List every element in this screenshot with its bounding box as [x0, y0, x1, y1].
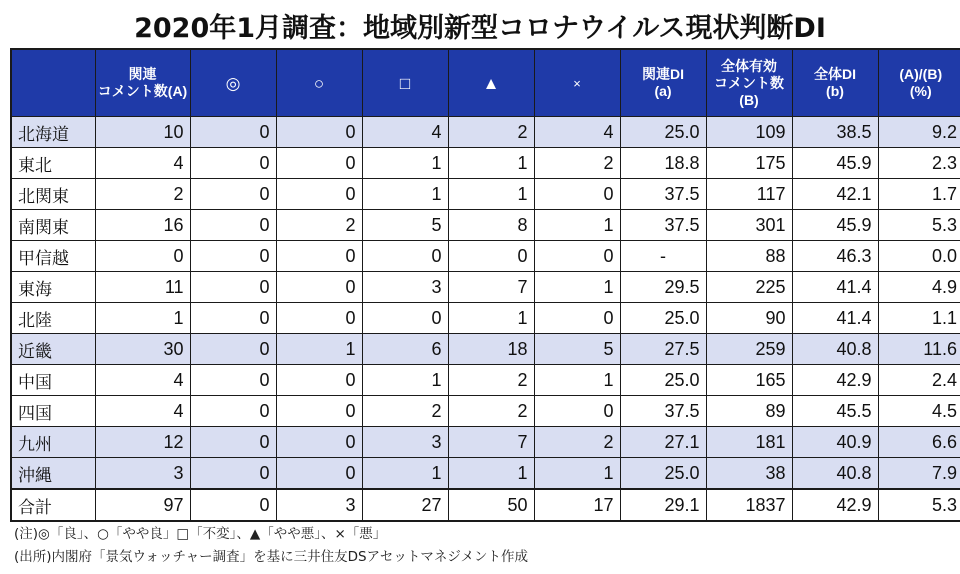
header-related-count-line2: コメント数(A): [97, 83, 188, 99]
good-cell: 2: [276, 210, 362, 241]
table-row: [11, 117, 960, 148]
header-overall-di-line2: (b): [826, 83, 844, 99]
very-good-cell: 0: [190, 117, 276, 148]
ratio-cell: 5.3: [878, 489, 960, 521]
overall-di-cell: 45.9: [792, 210, 878, 241]
header-row: [11, 49, 960, 117]
related-di-cell: 29.5: [620, 272, 706, 303]
unchanged-cell: 3: [362, 272, 448, 303]
total-comments-cell: 89: [706, 396, 792, 427]
footnote-source: (出所)内閣府「景気ウォッチャー調査」を基に三井住友DSアセットマネジメント作成: [14, 549, 529, 565]
bad-cell: 1: [448, 303, 534, 334]
overall-di-cell: 40.8: [792, 458, 878, 490]
region-cell: 近畿: [11, 334, 95, 365]
table-row: [11, 179, 960, 210]
very-bad-cell: 2: [534, 148, 620, 179]
bad-cell: 50: [448, 489, 534, 521]
good-cell: 0: [276, 179, 362, 210]
header-overall-di: [792, 49, 878, 117]
unchanged-cell: 2: [362, 396, 448, 427]
good-cell: 0: [276, 365, 362, 396]
total-comments-cell: 90: [706, 303, 792, 334]
unchanged-cell: 4: [362, 117, 448, 148]
related-di-cell: -: [620, 241, 706, 272]
related-count-cell: 30: [95, 334, 190, 365]
total-comments-cell: 117: [706, 179, 792, 210]
overall-di-cell: 40.8: [792, 334, 878, 365]
footnote-legend: (注)◎「良」、○「やや良」□「不変」、▲「やや悪」、×「悪」: [14, 526, 387, 542]
table-row: [11, 458, 960, 490]
very-good-cell: 0: [190, 272, 276, 303]
di-table: [10, 48, 960, 522]
header-total-comments-line3: (B): [739, 91, 759, 108]
table-row: [11, 427, 960, 458]
total-comments-cell: 259: [706, 334, 792, 365]
total-comments-cell: 109: [706, 117, 792, 148]
related-di-cell: 37.5: [620, 396, 706, 427]
total-comments-cell: 301: [706, 210, 792, 241]
header-unchanged-symbol: □: [362, 49, 448, 117]
header-bad-symbol: ▲: [448, 49, 534, 117]
related-count-cell: 3: [95, 458, 190, 490]
very-bad-cell: 17: [534, 489, 620, 521]
ratio-cell: 2.3: [878, 148, 960, 179]
very-good-cell: 0: [190, 179, 276, 210]
region-cell: 南関東: [11, 210, 95, 241]
region-cell: 東北: [11, 148, 95, 179]
table-row: [11, 365, 960, 396]
overall-di-cell: 45.5: [792, 396, 878, 427]
good-cell: 3: [276, 489, 362, 521]
very-good-cell: 0: [190, 489, 276, 521]
related-count-cell: 10: [95, 117, 190, 148]
total-comments-cell: 1837: [706, 489, 792, 521]
unchanged-cell: 27: [362, 489, 448, 521]
overall-di-cell: 42.9: [792, 489, 878, 521]
unchanged-cell: 1: [362, 148, 448, 179]
region-cell: 北関東: [11, 179, 95, 210]
overall-di-cell: 41.4: [792, 272, 878, 303]
total-comments-cell: 165: [706, 365, 792, 396]
page-title: 2020年1月調査：地域別新型コロナウイルス現状判断DI: [134, 13, 826, 44]
very-good-cell: 0: [190, 210, 276, 241]
bad-cell: 1: [448, 458, 534, 490]
table-row: [11, 148, 960, 179]
overall-di-cell: 45.9: [792, 148, 878, 179]
related-di-cell: 25.0: [620, 303, 706, 334]
header-ratio-line1: (A)/(B): [899, 66, 943, 82]
table-body: [11, 117, 960, 522]
ratio-cell: 5.3: [878, 210, 960, 241]
very-good-cell: 0: [190, 427, 276, 458]
good-cell: 0: [276, 148, 362, 179]
header-good-symbol: ○: [276, 49, 362, 117]
ratio-cell: 1.1: [878, 303, 960, 334]
good-cell: 0: [276, 427, 362, 458]
table-row: [11, 210, 960, 241]
good-cell: 0: [276, 117, 362, 148]
very-good-cell: 0: [190, 303, 276, 334]
overall-di-cell: 40.9: [792, 427, 878, 458]
very-good-cell: 0: [190, 396, 276, 427]
good-cell: 0: [276, 458, 362, 490]
unchanged-cell: 5: [362, 210, 448, 241]
very-good-cell: 0: [190, 365, 276, 396]
unchanged-cell: 0: [362, 303, 448, 334]
table-row: [11, 241, 960, 272]
related-count-cell: 2: [95, 179, 190, 210]
very-good-cell: 0: [190, 334, 276, 365]
very-bad-cell: 1: [534, 458, 620, 490]
very-bad-cell: 0: [534, 303, 620, 334]
header-related-count: [95, 49, 190, 117]
bad-cell: 1: [448, 148, 534, 179]
total-comments-cell: 175: [706, 148, 792, 179]
total-comments-cell: 38: [706, 458, 792, 490]
unchanged-cell: 1: [362, 179, 448, 210]
header-region: [11, 49, 95, 117]
related-di-cell: 25.0: [620, 117, 706, 148]
ratio-cell: 4.9: [878, 272, 960, 303]
bad-cell: 2: [448, 396, 534, 427]
header-overall-di-line1: 全体DI: [814, 66, 856, 82]
related-di-cell: 18.8: [620, 148, 706, 179]
header-very-bad-symbol: ×: [534, 49, 620, 117]
ratio-cell: 4.5: [878, 396, 960, 427]
unchanged-cell: 6: [362, 334, 448, 365]
table-row: [11, 303, 960, 334]
region-cell: 北陸: [11, 303, 95, 334]
ratio-cell: 6.6: [878, 427, 960, 458]
related-di-cell: 37.5: [620, 210, 706, 241]
very-bad-cell: 0: [534, 179, 620, 210]
related-di-cell: 27.1: [620, 427, 706, 458]
table-row: [11, 272, 960, 303]
very-bad-cell: 1: [534, 272, 620, 303]
ratio-cell: 11.6: [878, 334, 960, 365]
very-good-cell: 0: [190, 148, 276, 179]
bad-cell: 18: [448, 334, 534, 365]
total-comments-cell: 88: [706, 241, 792, 272]
very-good-cell: 0: [190, 241, 276, 272]
region-cell: 四国: [11, 396, 95, 427]
very-bad-cell: 4: [534, 117, 620, 148]
very-bad-cell: 2: [534, 427, 620, 458]
region-cell: 中国: [11, 365, 95, 396]
header-related-di-line2: (a): [654, 83, 672, 99]
related-count-cell: 4: [95, 365, 190, 396]
bad-cell: 7: [448, 272, 534, 303]
related-count-cell: 1: [95, 303, 190, 334]
region-cell: 東海: [11, 272, 95, 303]
ratio-cell: 9.2: [878, 117, 960, 148]
total-comments-cell: 225: [706, 272, 792, 303]
ratio-cell: 0.0: [878, 241, 960, 272]
very-bad-cell: 1: [534, 365, 620, 396]
unchanged-cell: 0: [362, 241, 448, 272]
overall-di-cell: 42.1: [792, 179, 878, 210]
ratio-cell: 2.4: [878, 365, 960, 396]
ratio-cell: 1.7: [878, 179, 960, 210]
bad-cell: 2: [448, 365, 534, 396]
header-ratio: [878, 49, 960, 117]
related-count-cell: 12: [95, 427, 190, 458]
related-count-cell: 4: [95, 396, 190, 427]
very-good-cell: 0: [190, 458, 276, 490]
header-total-comments-line2: コメント数: [714, 74, 784, 91]
unchanged-cell: 1: [362, 458, 448, 490]
header-related-di-line1: 関連DI: [642, 66, 684, 82]
very-bad-cell: 0: [534, 241, 620, 272]
related-di-cell: 25.0: [620, 365, 706, 396]
related-di-cell: 37.5: [620, 179, 706, 210]
region-cell: 甲信越: [11, 241, 95, 272]
bad-cell: 7: [448, 427, 534, 458]
related-count-cell: 97: [95, 489, 190, 521]
table-row: [11, 334, 960, 365]
total-row: [11, 489, 960, 521]
table-row: [11, 396, 960, 427]
footnotes: [14, 523, 528, 569]
bad-cell: 0: [448, 241, 534, 272]
bad-cell: 8: [448, 210, 534, 241]
header-related-di: [620, 49, 706, 117]
very-bad-cell: 5: [534, 334, 620, 365]
region-cell: 九州: [11, 427, 95, 458]
region-cell: 北海道: [11, 117, 95, 148]
related-di-cell: 27.5: [620, 334, 706, 365]
very-bad-cell: 1: [534, 210, 620, 241]
related-count-cell: 0: [95, 241, 190, 272]
total-comments-cell: 181: [706, 427, 792, 458]
overall-di-cell: 38.5: [792, 117, 878, 148]
header-related-count-line1: 関連: [128, 66, 157, 82]
region-cell: 沖縄: [11, 458, 95, 490]
good-cell: 0: [276, 272, 362, 303]
region-cell: 合計: [11, 489, 95, 521]
bad-cell: 2: [448, 117, 534, 148]
header-total-comments: [706, 49, 792, 117]
header-very-good-symbol: ◎: [190, 49, 276, 117]
overall-di-cell: 41.4: [792, 303, 878, 334]
overall-di-cell: 42.9: [792, 365, 878, 396]
overall-di-cell: 46.3: [792, 241, 878, 272]
unchanged-cell: 1: [362, 365, 448, 396]
related-count-cell: 11: [95, 272, 190, 303]
unchanged-cell: 3: [362, 427, 448, 458]
related-count-cell: 4: [95, 148, 190, 179]
header-ratio-line2: (%): [909, 83, 932, 99]
related-di-cell: 25.0: [620, 458, 706, 490]
ratio-cell: 7.9: [878, 458, 960, 490]
related-count-cell: 16: [95, 210, 190, 241]
very-bad-cell: 0: [534, 396, 620, 427]
good-cell: 0: [276, 241, 362, 272]
good-cell: 1: [276, 334, 362, 365]
good-cell: 0: [276, 303, 362, 334]
related-di-cell: 29.1: [620, 489, 706, 521]
header-total-comments-line1: 全体有効: [721, 57, 777, 74]
good-cell: 0: [276, 396, 362, 427]
bad-cell: 1: [448, 179, 534, 210]
